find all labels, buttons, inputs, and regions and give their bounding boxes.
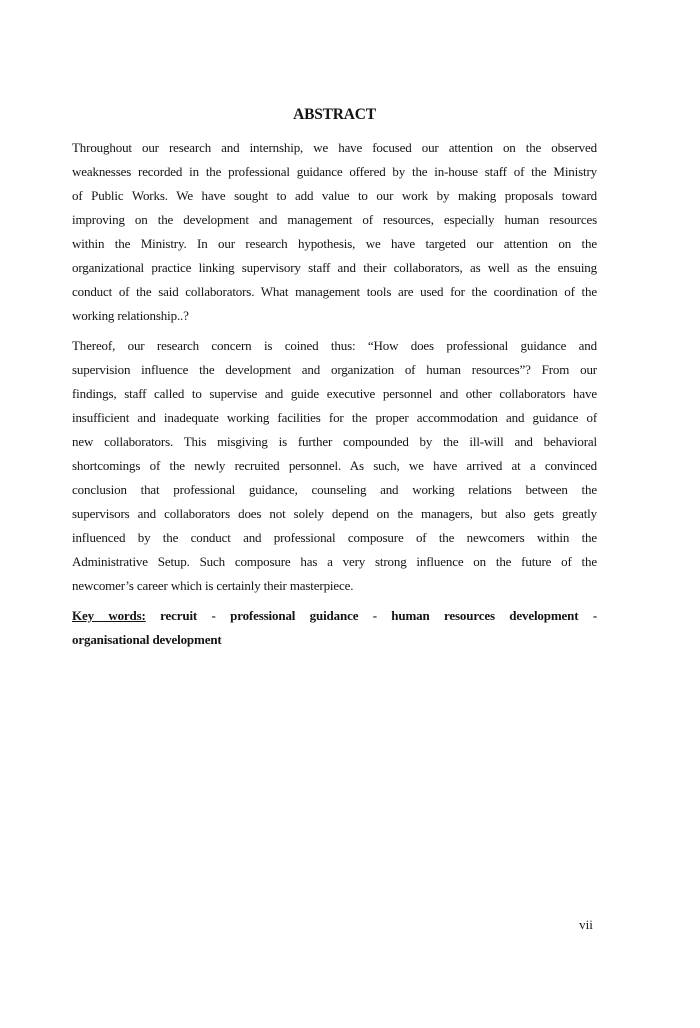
text-line: of Public Works. We have sought to add value to our work by making proposals toward — [72, 188, 597, 203]
text-line: Thereof, our research concern is coined thus: “How does professional guidance and — [72, 338, 597, 353]
page-number: vii — [579, 917, 593, 932]
text-line: improving on the development and management of resources, especially human resources — [72, 212, 597, 227]
text-line: influenced by the conduct and professional composure of the newcomers within the — [72, 530, 597, 545]
keywords-line-2: organisational development — [72, 632, 222, 647]
text-line: new collaborators. This misgiving is further compounded by the ill-will and behavioral — [72, 434, 597, 449]
abstract-paragraph-1 — [72, 136, 597, 328]
text-line: weaknesses recorded in the professional guidance offered by the in-house staff of the Ministry — [72, 164, 597, 179]
text-line: shortcomings of the newly recruited personnel. As such, we have arrived at a convinced — [72, 458, 597, 473]
keywords-section — [72, 604, 597, 652]
text-line: supervisors and collaborators does not solely depend on the managers, but also gets greatly — [72, 506, 597, 521]
abstract-paragraph-2 — [72, 334, 597, 598]
text-line: supervision influence the development and organization of human resources”? From our — [72, 362, 597, 377]
keywords-line-1 — [72, 604, 597, 628]
text-line: Throughout our research and internship, we have focused our attention on the observed — [72, 140, 597, 155]
text-line: findings, staff called to supervise and guide executive personnel and other collaborators have — [72, 386, 597, 401]
text-line: working relationship..? — [72, 308, 189, 323]
keywords-label: Key words: — [72, 608, 146, 623]
abstract-title: ABSTRACT — [293, 106, 376, 123]
text-line: newcomer’s career which is certainly their masterpiece. — [72, 578, 354, 593]
text-line: within the Ministry. In our research hypothesis, we have targeted our attention on the — [72, 236, 597, 251]
text-line: Administrative Setup. Such composure has a very strong influence on the future of the — [72, 554, 597, 569]
text-line: organizational practice linking supervisory staff and their collaborators, as well as the ensuing — [72, 260, 597, 275]
text-line: insufficient and inadequate working facilities for the proper accommodation and guidance of — [72, 410, 597, 425]
text-line: conduct of the said collaborators. What management tools are used for the coordination of the — [72, 284, 597, 299]
text-line: conclusion that professional guidance, counseling and working relations between the — [72, 482, 597, 497]
keywords-text: recruit - professional guidance - human resources development - — [145, 608, 597, 623]
